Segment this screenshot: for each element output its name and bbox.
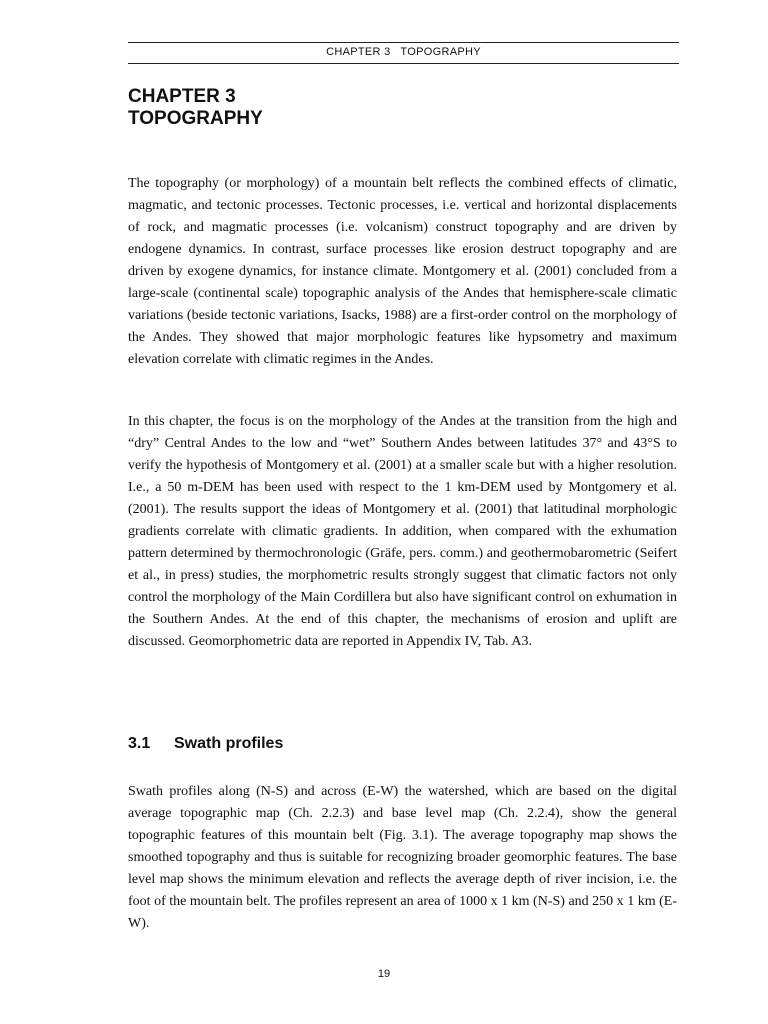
chapter-title-name: TOPOGRAPHY [128, 108, 263, 129]
chapter-title [128, 86, 679, 130]
section-paragraph: Swath profiles along (N-S) and across (E-W) the watershed, which are based on the digital average topographic map (Ch. 2.2.3) and base level map (Ch. 2.2.4), show the general topographic features of this mountain belt (Fig. 3.1). The average topography map shows the smoothed topography and thus is suitable for recognizing broader geomorphic features. The base level map shows the minimum elevation and reflects the average depth of river incision, i.e. the foot of the mountain belt. The profiles represent an area of 1000 x 1 km (N-S) and 250 x 1 km (E-W). [128, 784, 677, 931]
section-number: 3.1 [128, 735, 151, 752]
intro-paragraph-1: The topography (or morphology) of a mountain belt reflects the combined effects of climatic, magmatic, and tectonic processes. Tectonic processes, i.e. vertical and horizontal displacements of rock, and magmatic processes (i.e. volcanism) construct topography and are driven by endogene dynamics. In contrast, surface processes like erosion destruct topography and are driven by exogene dynamics, for instance climate. Montgomery et al. (2001) concluded from a large-scale (continental scale) topographic analysis of the Andes that hemisphere-scale climatic variations (beside tectonic variations, Isacks, 1988) are a first-order control on the morphology of the Andes. They showed that major morphologic features like hypsometry and maximum elevation correlate with climatic regimes in the Andes. [128, 176, 677, 367]
chapter-title-number: CHAPTER 3 [128, 86, 236, 107]
running-header-text: CHAPTER 3 TOPOGRAPHY [326, 46, 481, 58]
intro-paragraph-2: In this chapter, the focus is on the morphology of the Andes at the transition from the high and “dry” Central Andes to the low and “wet” Southern Andes between latitudes 37° and 43°S to verify the hypothesis of Montgomery et al. (2001) at a smaller scale but with a higher resolution. I.e., a 50 m-DEM has been used with respect to the 1 km-DEM used by Montgomery et al. (2001). The results support the ideas of Montgomery et al. (2001) that latitudinal morphologic gradients correlate with climatic gradients. In addition, when compared with the exhumation pattern determined by thermochronologic (Gräfe, pers. comm.) and geothermobarometric (Seifert et al., in press) studies, the morphometric results strongly suggest that climatic factors not only control the morphology of the Main Cordillera but also have significant control on exhumation in the Southern Andes. At the end of this chapter, the mechanisms of erosion and uplift are discussed. Geomorphometric data are reported in Appendix IV, Tab. A3. [128, 414, 677, 649]
running-header [128, 42, 679, 64]
section-heading [128, 734, 283, 754]
page-number: 19 [377, 968, 391, 980]
section-title: Swath profiles [174, 735, 284, 752]
